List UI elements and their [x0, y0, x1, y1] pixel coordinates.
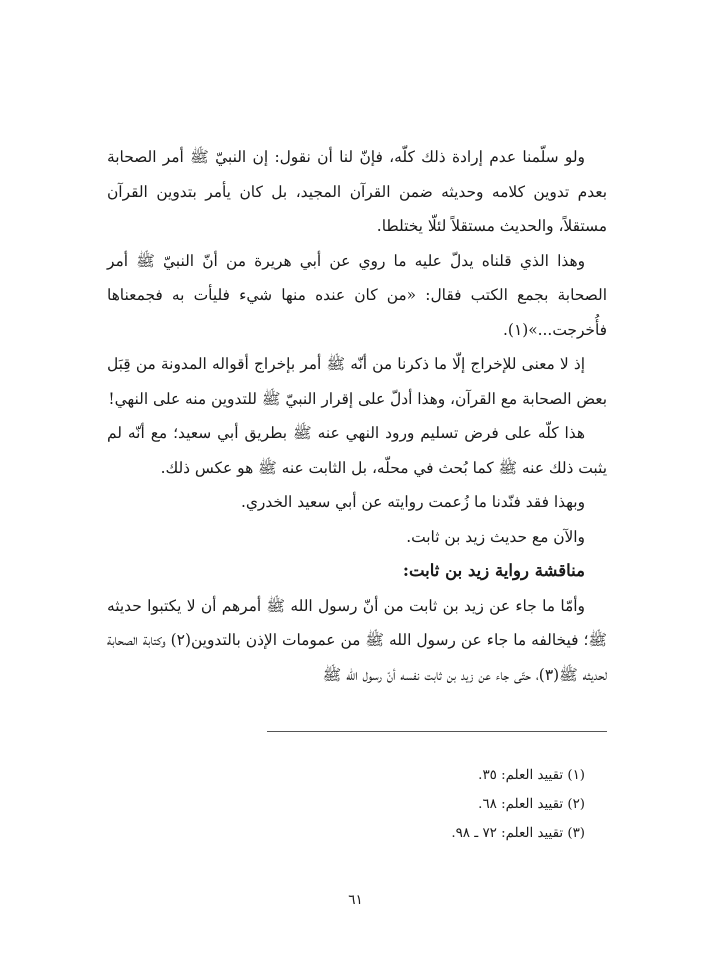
section-heading: مناقشة رواية زيد بن ثابت: [402, 561, 585, 580]
footnote-1: (١) تقييد العلم: ٣٥. [478, 768, 585, 783]
footnotes [267, 761, 607, 848]
paragraph-3: إذ لا معنى للإخراج إلّا ما ذكرنا من أنّه ﷺ أمر بإخراج أقواله المدونة من قِبَل بعض الصحابة مع القرآن، وهذا أدلّ على إقرار النبيّ ﷺ للتدوين منه على النهي! [107, 355, 607, 408]
paragraph-2: وهذا الذي قلناه يدلّ عليه ما روي عن أبي هريرة من أنّ النبيّ ﷺ أمر الصحابة بجمع الكتب فقال: «من كان عنده منها شيء فليأت به فجمعناها فأُخرجت...»(١). [107, 251, 607, 339]
main-text [107, 140, 607, 692]
footnote-divider [267, 731, 607, 732]
footnote-3: (٣) تقييد العلم: ٧٢ ـ ٩٨. [451, 826, 585, 841]
paragraph-6: والآن مع حديث زيد بن ثابت. [406, 527, 585, 546]
page-number: ٦١ [348, 893, 363, 908]
paragraph-5: وبهذا فقد فنّدنا ما زُعمت روايته عن أبي سعيد الخدري. [240, 493, 585, 511]
paragraph-4: هذا كلّه على فرض تسليم ورود النهي عنه ﷺ بطريق أبي سعيد؛ مع أنّه لم يثبت ذلك عنه ﷺ كما بُحث في محلّه، بل الثابت عنه ﷺ هو عكس ذلك. [107, 424, 607, 477]
paragraph-1: ولو سلّمنا عدم إرادة ذلك كلّه، فإنّ لنا أن نقول: إن النبيّ ﷺ أمر الصحابة بعدم تدوين كلامه وحديثه ضمن القرآن المجيد، بل كان يأمر بتدوين القرآن مستقلاً، والحديث مستقلاً لئلّا يختلطا. [107, 148, 607, 235]
paragraph-7: وأمّا ما جاء عن زيد بن ثابت من أنّ رسول الله ﷺ أمرهم أن لا يكتبوا حديثه ﷺ؛ فيخالفه ما جاء عن رسول الله ﷺ من عمومات الإذن بالتدوين(٢) وكتابة الصحابة لحديثه ﷺ(٣)، حتّى جاء عن زيد بن ثابت نفسه أنّ رسول الله ﷺ [107, 596, 607, 684]
footnote-2: (٢) تقييد العلم: ٦٨. [478, 797, 585, 812]
